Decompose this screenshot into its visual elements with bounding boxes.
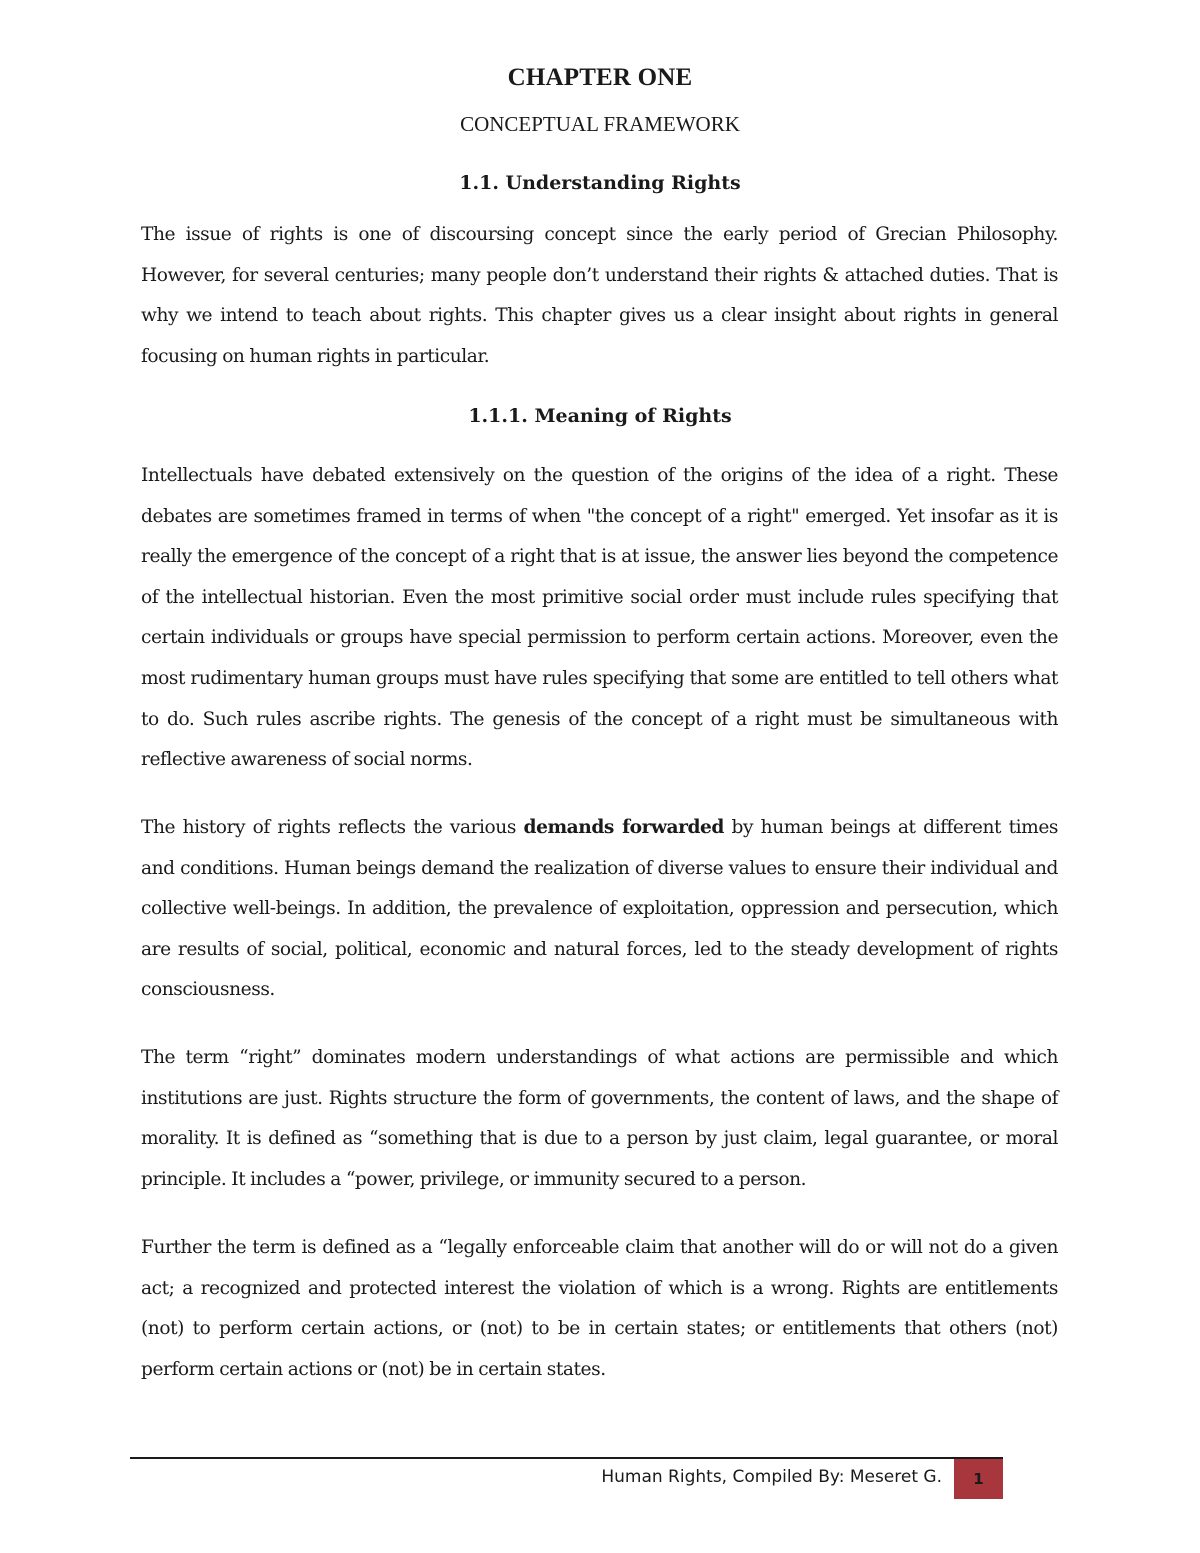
paragraph-term-right: The term “right” dominates modern understandings of what actions are permissible and which institutions are just. Rights structure the form of governments, the content of laws, and the shape of morality. It is defined as “something that is due to a person by just claim, legal guarantee, or moral principle. It includes a “power, privilege, or immunity secured to a person. [141,1047,1058,1190]
paragraph-understanding-rights: The issue of rights is one of discoursing concept since the early period of Grecian Philosophy. However, for several centuries; many people don’t understand their rights & attached duties. That is why we intend to teach about rights. This chapter gives us a clear insight about rights in general focusing on human rights in particular. [141,224,1058,367]
paragraph-text-before: The history of rights reflects the various [141,817,524,838]
paragraph-further-definition: Further the term is defined as a “legally enforceable claim that another will do or will not do a given act; a recognized and protected interest the violation of which is a wrong. Rights are entitlements (not) to perform certain actions, or (not) to be in certain states; or entitlements that others (not) perform certain actions or (not) be in certain states. [141,1237,1058,1380]
paragraph-history-of-rights [141,808,1058,1011]
page-number: 1 [973,1470,984,1488]
bold-phrase: demands forwarded [523,817,724,838]
section-heading-meaning-of-rights: 1.1.1. Meaning of Rights [468,405,732,427]
chapter-title: CHAPTER ONE [507,64,693,91]
footer-text: Human Rights, Compiled By: Meseret G. [601,1467,942,1487]
page-number-badge [954,1459,1003,1499]
section-heading-understanding-rights: 1.1. Understanding Rights [459,172,741,194]
chapter-subtitle: CONCEPTUAL FRAMEWORK [460,112,740,136]
paragraph-text-after: by human beings at different times and conditions. Human beings demand the realization of diverse values to ensure their individual and collective well-beings. In addition, the prevalence of exploitation, oppression and persecution, which are results of social, political, economic and natural forces, led to the steady development of rights consciousness. [141,817,1058,1001]
paragraph-origins-of-rights: Intellectuals have debated extensively on the question of the origins of the idea of a right. These debates are sometimes framed in terms of when "the concept of a right" emerged. Yet insofar as it is really the emergence of the concept of a right that is at issue, the answer lies beyond the competence of the intellectual historian. Even the most primitive social order must include rules specifying that certain individuals or groups have special permission to perform certain actions. Moreover, even the most rudimentary human groups must have rules specifying that some are entitled to tell others what to do. Such rules ascribe rights. The genesis of the concept of a right must be simultaneous with reflective awareness of social norms. [141,465,1058,771]
footer-divider [130,1457,1003,1459]
